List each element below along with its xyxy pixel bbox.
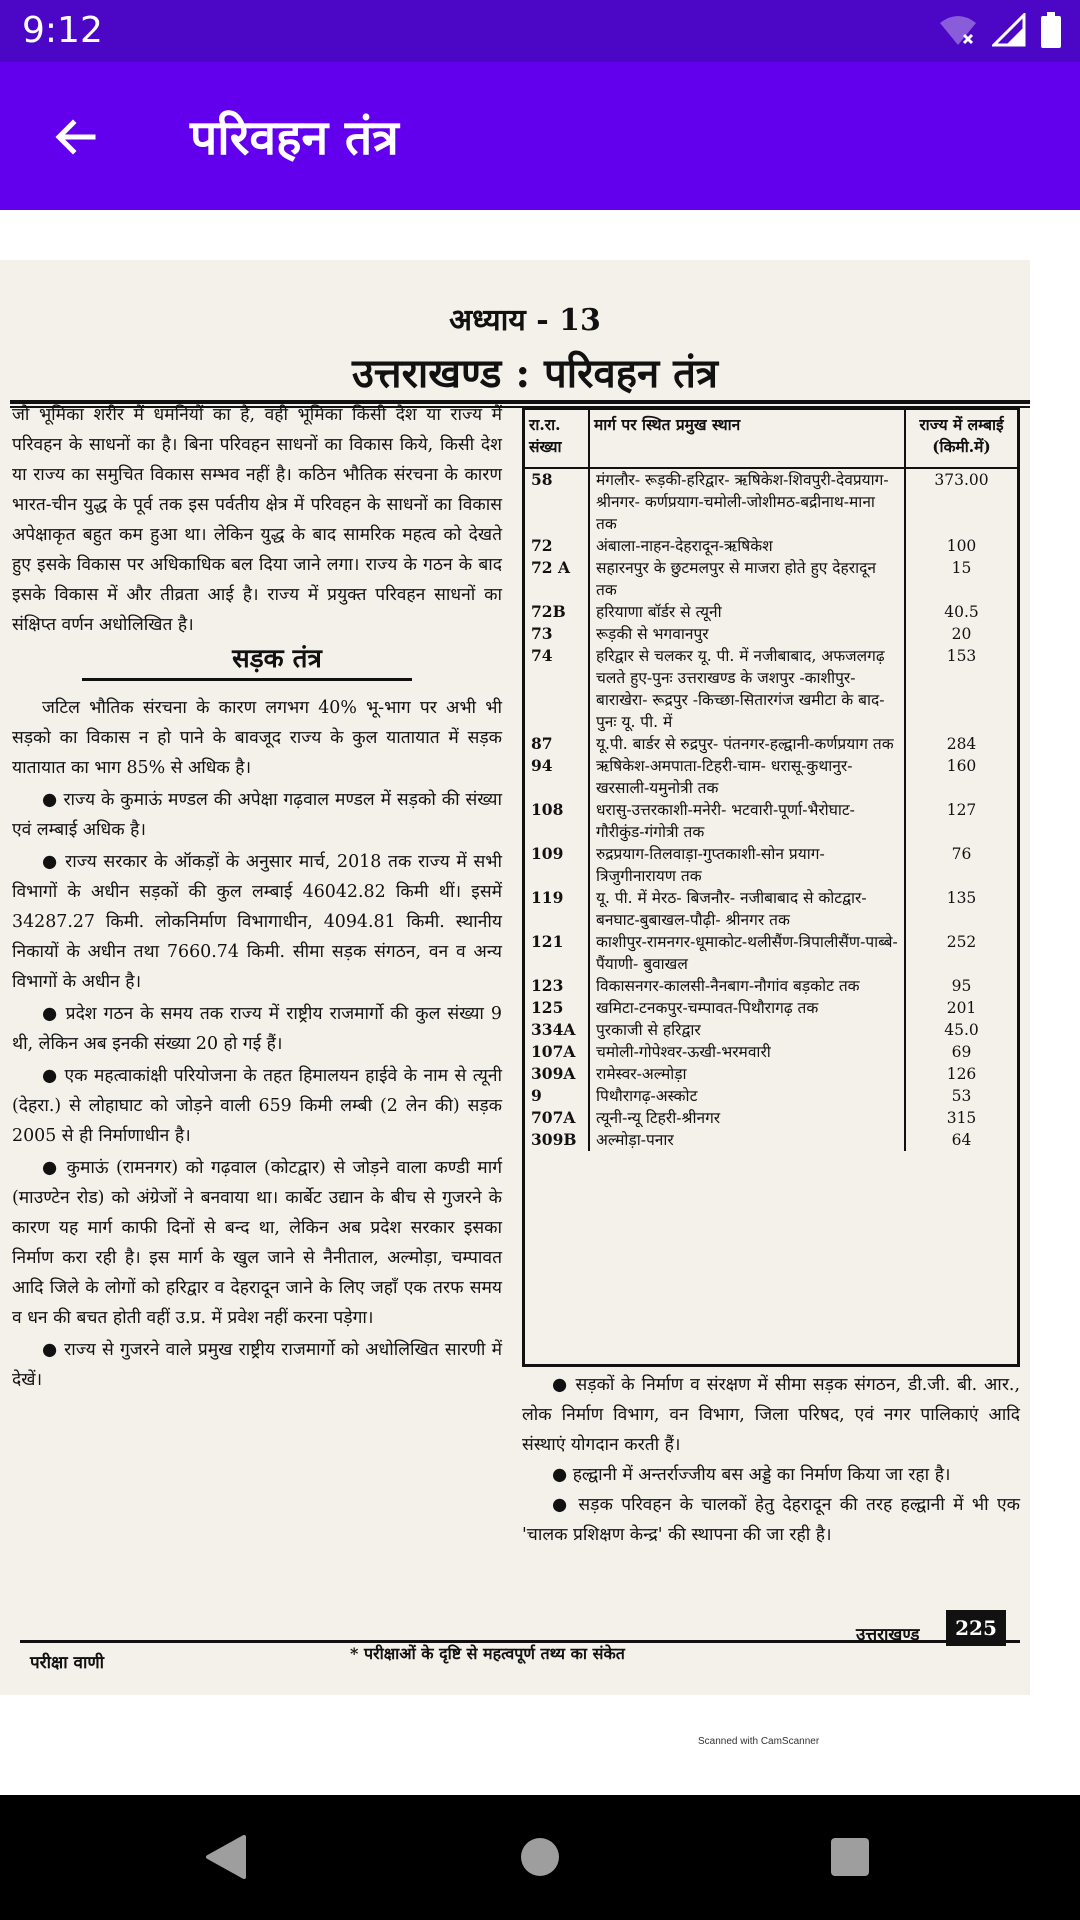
page-title: उत्तराखण्ड : परिवहन तंत्र [352,350,718,397]
highway-length-cell: 15 [951,559,972,577]
highway-number-cell: 9 [525,1085,589,1107]
content-area[interactable] [0,210,1080,1795]
highway-length-cell: 100 [946,537,977,555]
arrow-left-icon [51,113,99,161]
body-paragraph: ● सड़क परिवहन के चालकों हेतु देहरादून की तरह हल्द्वानी में भी एक 'चालक प्रशिक्षण केन्द्र' की स्थापना की जा रही है। [522,1495,1020,1545]
body-paragraph: ● राज्य से गुजरने वाले प्रमुख राष्ट्रीय राजमार्गो को अधोलिखित सारणी में देखें। [12,1340,502,1390]
table-row [525,887,1017,931]
highway-places-cell: हरिद्वार से चलकर यू. पी. में नजीबाबाद, अफजलगढ़ चलते हुए-पुनः उत्तराखण्ड के जशपुर -काशीपुर- बाराखेरा- रूद्रपुर -किच्छा-सितारगंज खमीटा के बाद-पुनः यू. पी. में [589,645,905,733]
table-row [525,601,1017,623]
highway-places-cell: ऋषिकेश-अमपाता-टिहरी-चाम- धरासू-कुथानुर-खरसाली-यमुनोत्री तक [589,755,905,799]
footer-publication: परीक्षा वाणी [30,1653,105,1673]
highway-places-cell: रुद्रप्रयाग-तिलवाड़ा-गुप्तकाशी-सोन प्रयाग-त्रिजुगीनारायण तक [589,843,905,887]
highway-table-grid [525,410,1017,1151]
table-row [525,623,1017,645]
highway-length-cell: 201 [946,999,977,1017]
body-paragraph: ● एक महत्वाकांक्षी परियोजना के तहत हिमालयन हाईवे के नाम से त्यूनी (देहरा.) से लोहाघाट को जोड़ने वाली 659 किमी लम्बी (2 लेन की) सड़क 2005 से ही निर्माणाधीन है। [12,1066,502,1146]
highway-number-cell: 123 [525,975,589,997]
table-row [525,733,1017,755]
highway-places-cell: हरियाणा बॉर्डर से त्यूनी [589,601,905,623]
highway-number-cell: 119 [525,887,589,931]
intro-paragraph: जो भूमिका शरीर में धमनियों का है, वही भूमिका किसी देश या राज्य में परिवहन के साधनों का है। बिना परिवहन साधनों का विकास किये, किसी देश या राज्य का समुचित विकास सम्भव नहीं है। कठिन भौतिक संरचना के कारण भारत-चीन युद्ध के पूर्व तक इस पर्वतीय क्षेत्र में परिवहन के साधनों का विकास अपेक्षाकृत बहुत कम हुआ था। लेकिन युद्ध के बाद सामरिक महत्व को देखते हुए इसके विकास पर अधिकाधिक बल दिया जाने लगा। राज्य के गठन के बाद इसके विकास में और तीव्रता आई है। राज्य में प्रयुक्त परिवहन साधनों का संक्षिप्त वर्णन अधोलिखित है। [12,405,502,635]
highway-places-cell: चमोली-गोपेश्वर-ऊखी-भरमवारी [589,1041,905,1063]
highway-table [522,407,1020,1367]
highway-length-cell: 127 [946,801,977,819]
highway-places-cell: यू. पी. में मेरठ- बिजनौर- नजीबाबाद से कोटद्वार- बनघाट-बुबाखल-पौढ़ी- श्रीनगर तक [589,887,905,931]
table-row [525,557,1017,601]
table-row [525,468,1017,535]
highway-length-cell: 284 [946,735,977,753]
highway-places-cell: अंबाला-नाहन-देहरादून-ऋषिकेश [589,535,905,557]
footer-state: उत्तराखण्ड [856,1625,920,1645]
square-recents-icon [829,1836,871,1878]
highway-number-cell: 72B [525,601,589,623]
highway-places-cell: विकासनगर-कालसी-नैनबाग-नौगांव बड़कोट तक [589,975,905,997]
highway-length-cell: 135 [946,889,977,907]
status-time: 9:12 [22,10,103,51]
highway-number-cell: 72 A [525,557,589,601]
highway-number-cell: 74 [525,645,589,733]
table-row [525,1107,1017,1129]
highway-places-cell: काशीपुर-रामनगर-धूमाकोट-थलीसैंण-त्रिपालीसैंण-पाब्बे-पैंयाणी- बुवाखल [589,931,905,975]
highway-length-cell: 95 [951,977,972,995]
highway-number-cell: 707A [525,1107,589,1129]
table-row [525,997,1017,1019]
highway-number-cell: 94 [525,755,589,799]
body-paragraph: ● राज्य सरकार के ऑकड़ों के अनुसार मार्च, 2018 तक राज्य में सभी विभागों के अधीन सड़कों की कुल लम्बाई 46042.82 किमी थीं। इसमें 34287.27 किमी. लोकनिर्माण विभागाधीन, 4094.81 किमी. स्थानीय निकायों के अधीन तथा 7660.74 किमी. सीमा सड़क संगठन, वन व अन्य विभागों के अधीन है। [12,852,502,992]
circle-home-icon [518,1835,562,1879]
navigation-bar [0,1795,1080,1920]
table-header-number: रा.रा. संख्या [525,410,589,468]
table-row [525,645,1017,733]
table-body [525,468,1017,1151]
body-paragraph: जटिल भौतिक संरचना के कारण लगभग 40% भू-भाग पर अभी भी सड़को का विकास न हो पाने के बावजूद राज्य के कुल यातायात में सड़क यातायात का भाग 85% से अधिक है। [12,698,502,778]
highway-length-cell: 126 [946,1065,977,1083]
highway-places-cell: पुरकाजी से हरिद्वार [589,1019,905,1041]
highway-places-cell: अल्मोड़ा-पनार [589,1129,905,1151]
highway-places-cell: रूड़की से भगवानपुर [589,623,905,645]
signal-icon [992,13,1026,47]
highway-length-cell: 315 [946,1109,977,1127]
section-heading: सड़क तंत्र [232,644,322,674]
highway-number-cell: 109 [525,843,589,887]
section-rule [82,678,412,681]
highway-number-cell: 72 [525,535,589,557]
highway-number-cell: 108 [525,799,589,843]
table-row [525,931,1017,975]
highway-length-cell: 160 [946,757,977,775]
nav-recents-button[interactable] [820,1827,880,1887]
scanned-page-image [0,260,1030,1695]
battery-icon [1040,12,1062,48]
wifi-icon [938,13,978,47]
triangle-back-icon [204,1833,248,1881]
highway-places-cell: मंगलौर- रूड़की-हरिद्वार- ऋषिकेश-शिवपुरी-देवप्रयाग-श्रीनगर- कर्णप्रयाग-चमोली-जोशीमठ-बद्रीनाथ-माना तक [589,468,905,535]
table-row [525,1063,1017,1085]
highway-length-cell: 76 [951,845,972,863]
nav-back-button[interactable] [196,1827,256,1887]
table-row [525,975,1017,997]
table-row [525,755,1017,799]
footer-note: * परीक्षाओं के दृष्टि से महत्वपूर्ण तथ्य का संकेत [350,1644,625,1663]
highway-length-cell: 45.0 [944,1021,979,1039]
highway-length-cell: 20 [951,625,972,643]
table-row [525,535,1017,557]
highway-places-cell: पिथौरागढ़-अस्कोट [589,1085,905,1107]
highway-number-cell: 334A [525,1019,589,1041]
body-paragraph: ● कुमाऊं (रामनगर) को गढ़वाल (कोटद्वार) से जोड़ने वाला कण्डी मार्ग (माउण्टेन रोड) को अंग्रेजों ने बनवाया था। कार्बेट उद्यान के बीच से गुजरने के कारण यह मार्ग काफी दिनों से बन्द था, लेकिन अब प्रदेश सरकार इसका निर्माण करा रही है। इस मार्ग के खुल जाने से नैनीताल, अल्मोड़ा, चम्पावत आदि जिले के लोगों को हरिद्वार व देहरादून जाने के लिए जहाँ एक तरफ समय व धन की बचत होती वहीं उ.प्र. में प्रवेश नहीं करना पड़ेगा। [12,1158,502,1328]
app-title: परिवहन तंत्र [190,110,399,166]
highway-number-cell: 121 [525,931,589,975]
highway-number-cell: 125 [525,997,589,1019]
table-row [525,1041,1017,1063]
app-bar [0,62,1080,210]
scanned-watermark: Scanned with CamScanner [698,1736,820,1747]
table-row [525,1129,1017,1151]
table-row [525,799,1017,843]
nav-home-button[interactable] [510,1827,570,1887]
highway-length-cell: 252 [946,933,977,951]
table-header-places: मार्ग पर स्थित प्रमुख स्थान [589,410,905,468]
table-row [525,843,1017,887]
right-column [522,1370,1020,1550]
page-number: 225 [946,1610,1006,1646]
table-header-length: राज्य में लम्बाई (किमी.में) [905,410,1017,468]
left-column [12,400,502,1397]
highway-places-cell: यू.पी. बार्डर से रुद्रपुर- पंतनगर-हल्द्वानी-कर्णप्रयाग तक [589,733,905,755]
table-row [525,1085,1017,1107]
highway-number-cell: 58 [525,468,589,535]
status-icons [938,12,1062,48]
back-button[interactable] [40,102,110,172]
highway-length-cell: 40.5 [944,603,979,621]
highway-length-cell: 69 [951,1043,972,1061]
highway-number-cell: 73 [525,623,589,645]
highway-places-cell: खमिटा-टनकपुर-चम्पावत-पिथौरागढ़ तक [589,997,905,1019]
body-paragraph: ● हल्द्वानी में अन्तर्राज्जीय बस अड्डे का निर्माण किया जा रहा है। [552,1465,951,1485]
body-paragraph: ● सड़कों के निर्माण व संरक्षण में सीमा सड़क संगठन, डी.जी. बी. आर., लोक निर्माण विभाग, वन विभाग, जिला परिषद, एवं नगर पालिकाएं आदि संस्थाएं योगदान करती हैं। [522,1375,1020,1455]
highway-places-cell: रामेस्वर-अल्मोड़ा [589,1063,905,1085]
highway-number-cell: 87 [525,733,589,755]
highway-places-cell: धरासु-उत्तरकाशी-मनेरी- भटवारी-पूर्णा-भैरोघाट- गौरीकुंड-गंगोत्री तक [589,799,905,843]
chapter-heading: अध्याय - 13 [449,303,601,338]
highway-number-cell: 309A [525,1063,589,1085]
highway-length-cell: 64 [951,1131,972,1149]
highway-places-cell: त्यूनी-न्यू टिहरी-श्रीनगर [589,1107,905,1129]
highway-places-cell: सहारनपुर के छुटमलपुर से माजरा होते हुए देहरादून तक [589,557,905,601]
body-paragraph: ● प्रदेश गठन के समय तक राज्य में राष्ट्रीय राजमार्गो की कुल संख्या 9 थी, लेकिन अब इनकी संख्या 20 हो गई हैं। [12,1004,502,1054]
highway-number-cell: 309B [525,1129,589,1151]
highway-number-cell: 107A [525,1041,589,1063]
table-row [525,1019,1017,1041]
body-paragraph: ● राज्य के कुमाऊं मण्डल की अपेक्षा गढ़वाल मण्डल में सड़को की संख्या एवं लम्बाई अधिक है। [12,790,502,840]
highway-length-cell: 53 [951,1087,972,1105]
status-bar [0,0,1080,62]
highway-length-cell: 373.00 [934,471,989,489]
highway-length-cell: 153 [946,647,977,665]
